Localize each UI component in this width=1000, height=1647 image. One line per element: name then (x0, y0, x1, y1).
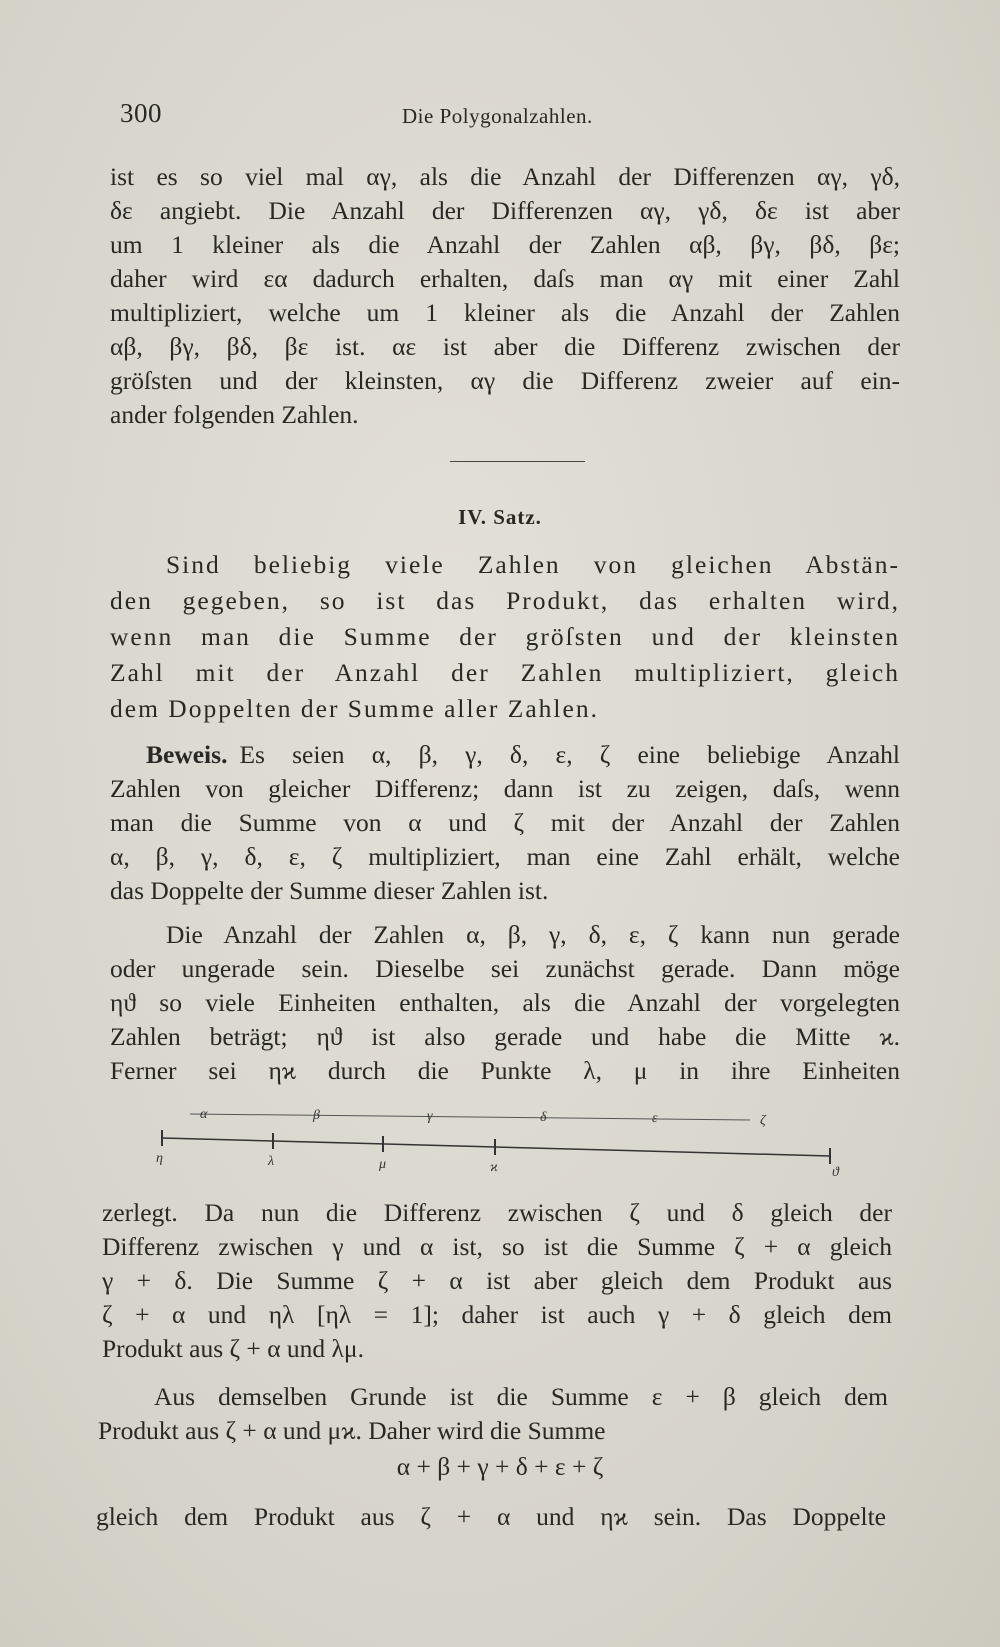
text-line: daher wird εα dadurch erhalten, daſs man αγ mit einer Zahl (110, 264, 900, 293)
text-line: dem Doppelten der Summe aller Zahlen. (110, 694, 599, 723)
text-line: multipliziert, welche um 1 kleiner als die Anzahl der Zahlen (110, 298, 900, 327)
text-line: gleich dem Produkt aus ζ + α und ηϰ sein. Das Doppelte (96, 1502, 886, 1531)
text-line: δε angiebt. Die Anzahl der Differenzen αγ, γδ, δε ist aber (110, 196, 900, 225)
diagram-label-mu: μ (379, 1157, 387, 1172)
text-line: man die Summe von α und ζ mit der Anzahl der Zahlen (110, 808, 900, 837)
proof-label: Beweis. (146, 740, 228, 769)
text-line: Differenz zwischen γ und α ist, so ist die Summe ζ + α gleich (102, 1232, 892, 1261)
page-number: 300 (120, 98, 162, 128)
page-header (120, 98, 900, 132)
diagram-label-lambda: λ (268, 1154, 275, 1169)
number-line-svg (150, 1108, 840, 1178)
number-line-diagram (150, 1108, 840, 1178)
running-title: Die Polygonalzahlen. (402, 104, 593, 128)
diagram-label-epsilon: ε (652, 1111, 658, 1126)
text-line: Produkt aus ζ + α und μϰ. Daher wird die Summe (98, 1416, 606, 1445)
diagram-label-alpha: α (200, 1108, 208, 1122)
proof-first-line (110, 738, 900, 772)
text-line: γ + δ. Die Summe ζ + α ist aber gleich dem Produkt aus (102, 1266, 892, 1295)
text-line: Sind beliebig viele Zahlen von gleichen Abstän- (166, 550, 900, 579)
text-line: Zahl mit der Anzahl der Zahlen multipliziert, gleich (110, 658, 900, 687)
diagram-label-zeta: ζ (760, 1113, 766, 1128)
text-line: ander folgenden Zahlen. (110, 400, 359, 429)
text-line: Zahlen beträgt; ηϑ ist also gerade und habe die Mitte ϰ. (110, 1022, 900, 1051)
display-formula: α + β + γ + δ + ε + ζ (396, 1452, 604, 1481)
diagram-label-eta: η (156, 1151, 163, 1166)
text-line: ηϑ so viele Einheiten enthalten, als die Anzahl der vorgelegten (110, 988, 900, 1017)
text-line: αβ, βγ, βδ, βε ist. αε ist aber die Differenz zwischen der (110, 332, 900, 361)
text-line: Die Anzahl der Zahlen α, β, γ, δ, ε, ζ kann nun gerade (166, 920, 900, 949)
diagram-label-kappa: ϰ (490, 1160, 498, 1175)
text-line: Produkt aus ζ + α und λμ. (102, 1334, 364, 1363)
text-line: um 1 kleiner als die Anzahl der Zahlen αβ, βγ, βδ, βε; (110, 230, 900, 259)
text-line: gröſsten und der kleinsten, αγ die Differenz zweier auf ein- (110, 366, 900, 395)
text-line: Ferner sei ηϰ durch die Punkte λ, μ in ihre Einheiten (110, 1056, 900, 1085)
theorem-heading: IV. Satz. (458, 505, 542, 529)
text-line: ist es so viel mal αγ, als die Anzahl der Differenzen αγ, γδ, (110, 162, 900, 191)
text-line: oder ungerade sein. Dieselbe sei zunächst gerade. Dann möge (110, 954, 900, 983)
diagram-label-beta: β (313, 1108, 320, 1123)
text-line: den gegeben, so ist das Produkt, das erhalten wird, (110, 586, 900, 615)
text-line: ζ + α und ηλ [ηλ = 1]; daher ist auch γ + δ gleich dem (102, 1300, 892, 1329)
diagram-label-theta: ϑ (832, 1165, 839, 1178)
text-line: α, β, γ, δ, ε, ζ multipliziert, man eine Zahl erhält, welche (110, 842, 900, 871)
text-line: Aus demselben Grunde ist die Summe ε + β gleich dem (154, 1382, 888, 1411)
diagram-label-delta: δ (540, 1110, 547, 1125)
text-line: Es seien α, β, γ, δ, ε, ζ eine beliebige Anzahl (239, 740, 900, 769)
section-divider (450, 461, 585, 462)
text-line: wenn man die Summe der gröſsten und der kleinsten (110, 622, 900, 651)
text-line: Zahlen von gleicher Differenz; dann ist zu zeigen, daſs, wenn (110, 774, 900, 803)
text-line: das Doppelte der Summe dieser Zahlen ist. (110, 876, 549, 905)
text-line: zerlegt. Da nun die Differenz zwischen ζ und δ gleich der (102, 1198, 892, 1227)
upper-line (190, 1114, 750, 1120)
diagram-label-gamma: γ (427, 1109, 433, 1124)
